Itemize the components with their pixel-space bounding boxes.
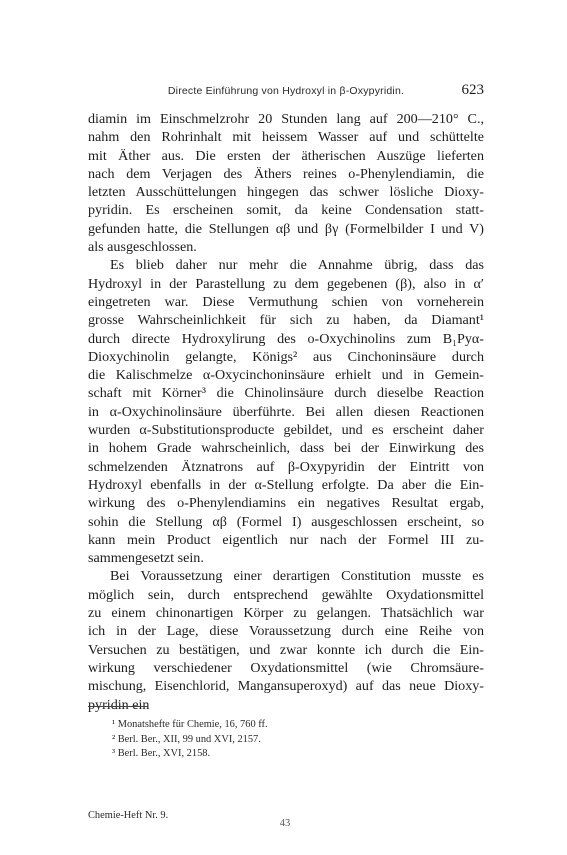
text-line: in α-Oxychinolinsäure überführte. Bei allen diesen Reactionen: [88, 403, 484, 420]
text-line: wirkung des o-Phenylendiamins ein negatives Resultat ergab,: [88, 495, 484, 512]
text-line: zu einem chinonartigen Körper zu gelangen. Thatsächlich war: [88, 605, 484, 622]
text-line: ich in der Lage, diese Voraussetzung durch eine Reihe von: [88, 623, 484, 640]
text-line: diamin im Einschmelzrohr 20 Stunden lang auf 200—210° C.,: [88, 111, 484, 127]
text-line: in hohem Grade wahrscheinlich, dass bei der Einwirkung des: [88, 440, 484, 457]
running-head: Directe Einführung von Hydroxyl in β-Oxypyridin.: [167, 85, 405, 97]
footnote: ³ Berl. Ber., XVI, 2158.: [112, 748, 211, 759]
footnote-divider: [88, 706, 148, 707]
footnotes: [88, 718, 484, 762]
text-line: grosse Wahrscheinlichkeit für sich zu haben, da Diamant¹: [88, 312, 484, 329]
text-line: die Kalischmelze α-Oxycinchoninsäure erhielt und in Gemein-: [88, 367, 484, 384]
text-line: durch directe Hydroxylirung des o-Oxychinolins zum B₁Pyα-: [88, 330, 484, 347]
text-line: pyridin ein: [88, 696, 150, 713]
text-line: wurden α-Substitutionsproducte gebildet, und es erscheint daher: [88, 422, 484, 439]
text-line: möglich sein, durch entsprechend gewählte Oxydationsmittel: [88, 586, 484, 603]
text-line: nahm den Rohrinhalt mit heissem Wasser auf und schüttelte: [88, 129, 484, 146]
footnote: ² Berl. Ber., XII, 99 und XVI, 2157.: [112, 733, 261, 745]
text-line: wirkung verschiedener Oxydationsmittel (wie Chromsäure-: [88, 659, 484, 676]
sheet-number: 43: [279, 818, 291, 829]
text-line: Es blieb daher nur mehr die Annahme übrig, dass das: [110, 257, 484, 274]
gathering-signature: Chemie-Heft Nr. 9.: [88, 810, 169, 821]
text-line: eingetreten war. Diese Vermuthung schien von vorneherein: [88, 293, 484, 310]
text-line: Hydroxyl ebenfalls in der α-Stellung erfolgte. Da aber die Ein-: [88, 476, 484, 493]
page-number: 623: [461, 82, 484, 98]
text-line: pyridin. Es erscheinen somit, da keine Condensation statt-: [88, 202, 484, 219]
text-line: gefunden hatte, die Stellungen αβ und βγ (Formelbilder I und V): [88, 220, 484, 237]
text-line: Dioxychinolin gelangte, Königs² aus Cinchoninsäure durch: [88, 348, 484, 365]
text-line: als ausgeschlossen.: [88, 239, 197, 256]
text-line: Hydroxyl in der Parastellung zu dem gegebenen (β), also in α′: [88, 275, 484, 292]
text-line: mischung, Eisenchlorid, Mangansuperoxyd) auf das neue Dioxy-: [88, 678, 484, 695]
text-line: schmelzenden Ätznatrons auf β-Oxypyridin der Eintritt von: [88, 458, 484, 475]
text-line: mit Äther aus. Die ersten der ätherischen Auszüge lieferten: [88, 147, 484, 164]
text-line: schaft mit Körner³ die Chinolinsäure durch dieselbe Reaction: [88, 385, 484, 402]
footnote: ¹ Monatshefte für Chemie, 16, 760 ff.: [112, 719, 268, 730]
body-text: [88, 110, 484, 714]
text-line: letzten Ausschüttelungen hingegen das schwer lösliche Dioxy-: [88, 184, 484, 201]
page-header: [88, 82, 484, 102]
text-line: kann mein Product eigentlich nur nach der Formel III zu-: [88, 531, 484, 548]
text-line: sohin die Stellung αβ (Formel I) ausgeschlossen erscheint, so: [88, 513, 484, 530]
text-line: Versuchen zu bestätigen, und zwar konnte ich durch die Ein-: [88, 641, 484, 658]
text-line: Bei Voraussetzung einer derartigen Constitution musste es: [110, 568, 484, 585]
text-line: sammengesetzt sein.: [88, 550, 204, 567]
text-line: nach dem Verjagen des Äthers reines o-Phenylendiamin, die: [88, 165, 484, 182]
